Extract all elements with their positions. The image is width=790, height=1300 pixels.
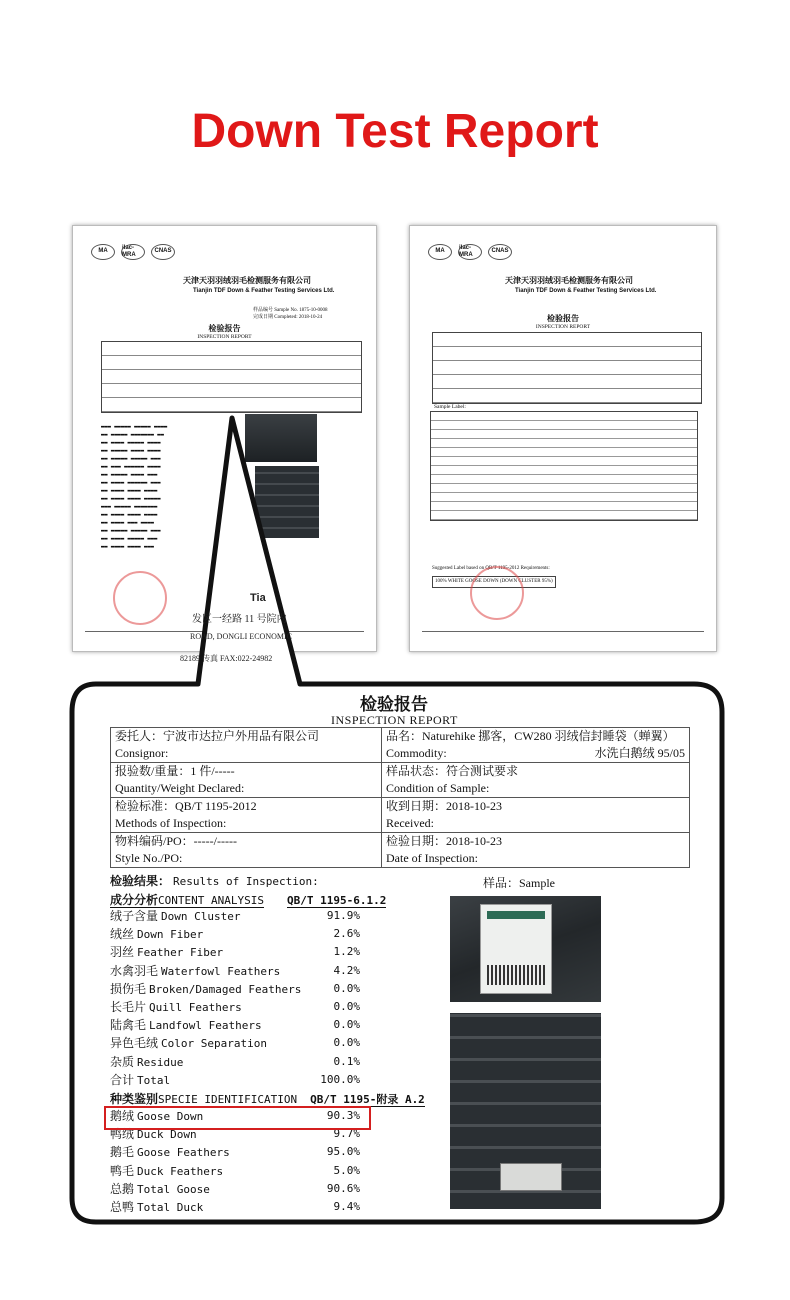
- specie-header: [110, 1090, 425, 1107]
- results-cn: 检验结果：: [110, 874, 171, 888]
- commodity-cn: 品名：Naturehike 挪客，CW280 羽绒信封睡袋（蝉翼）: [386, 729, 675, 743]
- specie-header-cn: 种类鉴别: [110, 1092, 159, 1106]
- specie-row: 总鸭 Total Duck 9.4%: [110, 1199, 360, 1214]
- consignor-cell: [111, 728, 382, 763]
- consignor-en: Consignor:: [115, 746, 169, 760]
- ma-logo: MA: [91, 244, 115, 260]
- inspection-date-cell: [382, 833, 690, 868]
- thumb-org-cn: 天津天羽羽绒羽毛检测服务有限公司: [183, 276, 311, 285]
- specie-row-goose-down: 鹅绒 Goose Down 90.3%: [110, 1109, 360, 1123]
- cnas-logo: CNAS: [151, 244, 175, 260]
- method-cn: 检验标准：QB/T 1195-2012: [115, 799, 257, 813]
- content-row: 长毛片 Quill Feathers 0.0%: [110, 999, 360, 1014]
- analysis-header-cn: 成分分析: [110, 893, 159, 907]
- specie-standard: QB/T 1195-附录 A.2: [310, 1093, 425, 1106]
- content-row: 绒丝 Down Fiber 2.6%: [110, 927, 360, 942]
- quantity-cn: 报验数/重量：1 件/-----: [115, 764, 235, 778]
- thumb-sample-label: Sample Label:: [434, 404, 466, 410]
- specie-row: 鸭毛 Duck Feathers 5.0%: [110, 1163, 360, 1178]
- specie-row: 鸭绒 Duck Down 9.7%: [110, 1127, 360, 1142]
- address-fragment-4: 82189 传真 FAX:022-24982: [180, 654, 273, 663]
- content-row: 合计 Total 100.0%: [110, 1072, 360, 1087]
- thumb-report-cn: 检验报告: [547, 314, 579, 323]
- received-cell: [382, 798, 690, 833]
- quantity-en: Quantity/Weight Declared:: [115, 781, 245, 795]
- received-en: Received:: [386, 816, 434, 830]
- thumb-org-en: Tianjin TDF Down & Feather Testing Services Ltd.: [193, 288, 335, 294]
- po-cell: [111, 833, 382, 868]
- method-cell: [111, 798, 382, 833]
- thumb-org-cn: 天津天羽羽绒羽毛检测服务有限公司: [505, 276, 633, 285]
- analysis-header: [110, 891, 386, 908]
- zoomed-report: [85, 686, 690, 1216]
- condition-en: Condition of Sample:: [386, 781, 490, 795]
- content-analysis-list: [110, 907, 360, 1089]
- thumb-standard-ref: Suggested Label based on QB/T 1195-2012 Requirements:: [432, 566, 550, 571]
- condition-cn: 样品状态：符合测试要求: [386, 764, 519, 778]
- po-cn: 物料编码/PO：-----/-----: [115, 834, 237, 848]
- condition-cell: [382, 763, 690, 798]
- thumb-sample-no: 样品编号 Sample No. 1875-10-0008: [253, 308, 328, 313]
- analysis-standard: QB/T 1195-6.1.2: [286, 894, 387, 907]
- report-title-en: INSPECTION REPORT: [331, 713, 458, 727]
- content-row: 异色毛绒 Color Separation 0.0%: [110, 1036, 360, 1051]
- po-en: Style No./PO:: [115, 851, 183, 865]
- content-row: 损伤毛 Broken/Damaged Feathers 0.0%: [110, 981, 360, 996]
- specie-header-en: SPECIE IDENTIFICATION: [158, 1093, 298, 1106]
- analysis-header-en: CONTENT ANALYSIS: [158, 894, 264, 907]
- sample-photo-bag: [450, 1013, 601, 1209]
- address-fragment-2: 发区一经路 11 号院内: [192, 614, 287, 625]
- report-title-cn: 检验报告: [360, 695, 428, 714]
- sample-label: 样品：Sample: [483, 876, 555, 890]
- quantity-cell: [111, 763, 382, 798]
- thumb-label-box: 100% WHITE GOOSE DOWN (DOWN CLUSTER 95%): [432, 576, 556, 588]
- sample-tag: [500, 1163, 562, 1191]
- method-en: Methods of Inspection:: [115, 816, 227, 830]
- commodity-cell: [382, 728, 690, 763]
- address-fragment-3: ROAD, DONGLI ECONOMIC: [190, 632, 292, 641]
- content-row: 杂质 Residue 0.1%: [110, 1054, 360, 1069]
- thumb-report-en: INSPECTION REPORT: [535, 324, 591, 330]
- content-row: 陆禽毛 Landfowl Feathers 0.0%: [110, 1018, 360, 1033]
- thumb-report-en: INSPECTION REPORT: [197, 334, 252, 340]
- specie-row: 总鹅 Total Goose 90.6%: [110, 1181, 360, 1196]
- content-row: 水禽羽毛 Waterfowl Feathers 4.2%: [110, 963, 360, 978]
- consignor-cn: 委托人：宁波市达拉户外用品有限公司: [115, 729, 320, 743]
- results-en: Results of Inspection:: [173, 875, 319, 888]
- cnas-logo: CNAS: [488, 244, 512, 260]
- sample-photo-label: [450, 896, 601, 1002]
- thumb-org-en: Tianjin TDF Down & Feather Testing Services Ltd.: [515, 288, 657, 294]
- report-info-table: [110, 727, 690, 868]
- thumb-report-cn: 检验报告: [208, 324, 241, 333]
- ilac-logo: ilac-MRA: [121, 244, 145, 260]
- thumb-results-lines: ▬▬▬ ▬▬▬▬▬ ▬▬▬▬▬ ▬▬▬▬ ▬▬ ▬▬▬▬▬ ▬▬▬▬▬▬▬ ▬▬ ▬▬ ▬▬▬▬ ▬▬▬▬▬ ▬▬▬▬ ▬▬ ▬▬▬▬▬ ▬▬▬▬ ▬▬▬▬ ▬▬ ▬▬▬▬▬ ▬▬▬▬▬ ▬▬▬ ▬▬ ▬▬▬ ▬▬▬▬▬▬ ▬▬▬▬ ▬▬ ▬▬▬▬▬ ▬▬▬▬ ▬▬▬ ▬▬ ▬▬▬▬ ▬▬▬▬▬▬ ▬▬▬ ▬▬ ▬▬▬▬ ▬▬▬▬ ▬▬▬▬ ▬▬ ▬▬▬▬ ▬▬▬▬ ▬▬▬▬▬ ▬▬▬ ▬▬▬▬▬ ▬▬▬▬▬▬▬ ▬▬ ▬▬▬▬ ▬▬▬▬ ▬▬▬▬ ▬▬ ▬▬▬▬ ▬▬▬ ▬▬▬▬ ▬▬ ▬▬▬▬▬ ▬▬▬▬▬ ▬▬▬ ▬▬ ▬▬▬▬ ▬▬▬▬▬ ▬▬▬ ▬▬ ▬▬▬▬ ▬▬▬▬ ▬▬▬: [101, 424, 168, 550]
- results-heading: [110, 872, 319, 889]
- thumb-completed: 完成日期 Completed: 2018-10-24: [253, 315, 323, 320]
- address-fragment-1: Tia: [250, 592, 266, 604]
- specie-row: 鹅毛 Goose Feathers 95.0%: [110, 1145, 360, 1160]
- inspection-date-en: Date of Inspection:: [386, 851, 478, 865]
- commodity-en: Commodity:: [386, 746, 447, 760]
- product-tag: [480, 904, 552, 994]
- goose-down-highlight-box: [104, 1106, 371, 1130]
- commodity-extra: 水洗白鹅绒 95/05: [594, 746, 685, 760]
- inspection-date-cn: 检验日期：2018-10-23: [386, 834, 502, 848]
- ilac-logo: ilac-MRA: [458, 244, 482, 260]
- ma-logo: MA: [428, 244, 452, 260]
- content-row: 绒子含量 Down Cluster 91.9%: [110, 909, 360, 923]
- page-title: Down Test Report: [191, 105, 599, 158]
- content-row: 羽丝 Feather Fiber 1.2%: [110, 945, 360, 960]
- received-cn: 收到日期：2018-10-23: [386, 799, 502, 813]
